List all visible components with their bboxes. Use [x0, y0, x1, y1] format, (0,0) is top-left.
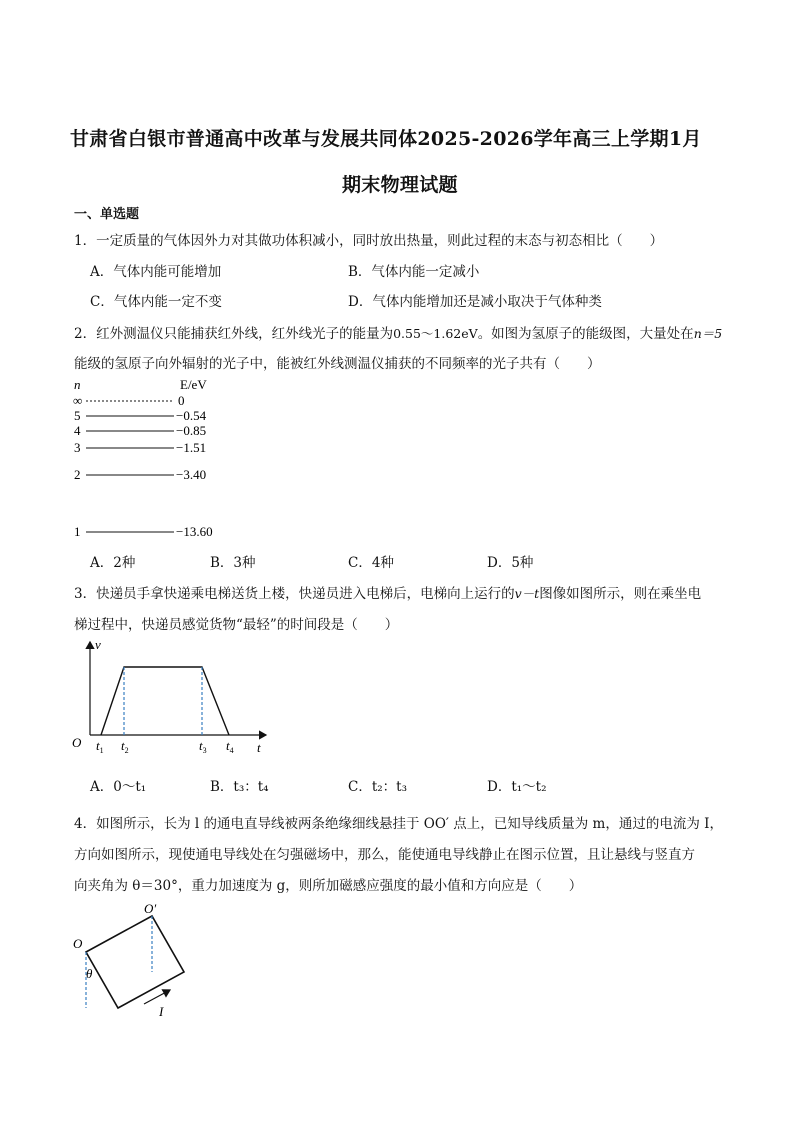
t-axis-label: t [257, 740, 261, 755]
tick-t1: $t_1$ [96, 738, 104, 755]
level-n-5: 5 [74, 408, 81, 423]
n-axis-label: n [74, 377, 81, 392]
q2-option-a: A．2种 [90, 555, 136, 571]
current-label: I [159, 1004, 164, 1019]
level-e-4: −0.85 [176, 423, 207, 438]
energy-level-diagram [70, 376, 230, 544]
q2-option-b: B．3种 [210, 555, 256, 571]
level-n-1: 1 [74, 524, 81, 539]
paper-title-line1: 甘肃省白银市普通高中改革与发展共同体2025-2026学年高三上学期1月 [70, 128, 702, 150]
level-e-2: −3.40 [176, 467, 207, 482]
q2-stem-line2: 能级的氢原子向外辐射的光子中，能被红外线测温仪捕获的不同频率的光子共有（ ） [74, 356, 601, 372]
level-n-4: 4 [74, 423, 81, 438]
point-o2-label: O′ [144, 901, 157, 916]
paper-title-line2: 期末物理试题 [342, 174, 458, 196]
q4-stem-line1: 4．如图所示，长为 l 的通电直导线被两条绝缘细线悬挂于 OO′ 点上，已知导线质量为 m，通过的电流为 I， [74, 816, 723, 832]
level-e-3: −1.51 [176, 440, 207, 455]
level-n-3: 3 [74, 440, 81, 455]
point-o-label: O [73, 936, 83, 951]
q1-option-b: B．气体内能一定减小 [348, 264, 480, 280]
v-axis-label: v [95, 637, 101, 652]
vt-curve [101, 667, 229, 735]
q3-vt: v－t [514, 586, 540, 601]
vt-graph [68, 636, 278, 762]
q3-stem-line1 [74, 582, 701, 602]
hanging-wire-figure [68, 900, 198, 1020]
q1-option-a: A．气体内能可能增加 [90, 264, 222, 280]
q3-stem-c: 图像如图所示，则在乘坐电 [539, 586, 702, 602]
q3-option-c: C．t₂：t₃ [348, 779, 408, 795]
q2-stem-c: 。如图为氢原子的能级图，大量处在 [477, 326, 694, 342]
tick-t4: $t_4$ [226, 738, 234, 755]
origin-label: O [72, 735, 82, 750]
q2-level-n: n＝5 [693, 326, 723, 341]
q1-option-c: C．气体内能一定不变 [90, 294, 222, 310]
level-n-inf: ∞ [73, 393, 83, 408]
wire-frame [86, 916, 184, 1008]
level-n-2: 2 [74, 467, 81, 482]
q2-stem-line1 [74, 322, 722, 342]
theta-label: θ [86, 966, 93, 981]
q1-option-d: D．气体内能增加还是减小取决于气体种类 [348, 294, 602, 310]
q1-stem: 1．一定质量的气体因外力对其做功体积减小，同时放出热量，则此过程的末态与初态相比（ ） [74, 233, 664, 249]
q3-option-a: A．0～t₁ [90, 779, 147, 795]
q2-option-c: C．4种 [348, 555, 394, 571]
tick-t3: $t_3$ [199, 738, 207, 755]
q2-stem-a: 2．红外测温仪只能捕获红外线，红外线光子的能量为 [74, 326, 394, 342]
q3-stem-a: 3．快递员手拿快递乘电梯送货上楼，快递员进入电梯后，电梯向上运行的 [74, 586, 515, 602]
q2-energy-range: 0.55～1.62eV [393, 326, 478, 341]
q4-stem-line3: 向夹角为 θ＝30°，重力加速度为 g，则所加磁感应强度的最小值和方向应是（ ） [74, 878, 583, 894]
section-heading: 一、单选题 [74, 207, 140, 222]
q4-stem-line2: 方向如图所示，现使通电导线处在匀强磁场中，那么，能使通电导线静止在图示位置，且让悬线与竖直方 [74, 847, 695, 863]
q3-option-d: D．t₁～t₂ [487, 779, 547, 795]
level-e-inf: 0 [178, 393, 185, 408]
level-e-5: −0.54 [176, 408, 207, 423]
energy-axis-label: E/eV [180, 377, 207, 392]
level-e-1: −13.60 [176, 524, 213, 539]
q3-stem-line2: 梯过程中，快递员感觉货物“最轻”的时间段是（ ） [74, 617, 399, 633]
q2-option-d: D．5种 [487, 555, 534, 571]
tick-t2: $t_2$ [121, 738, 129, 755]
q3-option-b: B．t₃：t₄ [210, 779, 269, 795]
